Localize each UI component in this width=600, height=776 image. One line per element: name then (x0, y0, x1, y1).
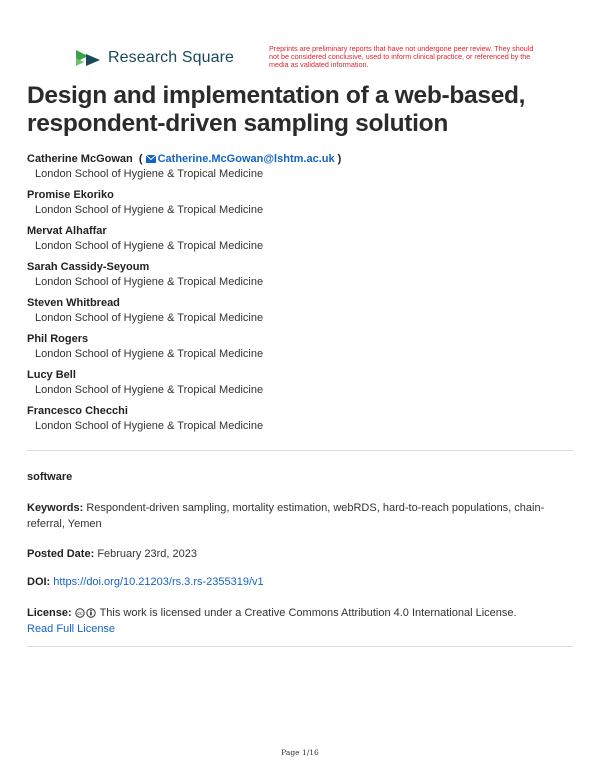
author-entry (27, 332, 577, 368)
license (27, 605, 573, 637)
envelope-icon (146, 155, 156, 163)
author-email-link[interactable]: Catherine.McGowan@lshtm.ac.uk (157, 153, 335, 165)
author-affiliation: London School of Hygiene & Tropical Medicine (35, 276, 264, 288)
author-name: Catherine McGowan (27, 153, 133, 165)
paper-title: Design and implementation of a web-based, respondent-driven sampling solution (27, 82, 526, 137)
svg-text:cc: cc (76, 611, 83, 617)
header (0, 0, 600, 80)
author-entry (27, 224, 577, 260)
preprint-notice: Preprints are preliminary reports that have not undergone peer review. They should not be considered conclusive, used to inform clinical practice, or referenced by the media as validated information. (269, 44, 534, 70)
author-affiliation: London School of Hygiene & Tropical Medicine (35, 420, 264, 432)
read-full-license-link[interactable]: Read Full License (27, 623, 116, 635)
page-number: Page 1/16 (281, 748, 319, 757)
author-affiliation: London School of Hygiene & Tropical Medicine (35, 312, 264, 324)
logo-text: Research Square (108, 49, 235, 66)
keywords-value: Respondent-driven sampling, mortality estimation, webRDS, hard-to-reach populations, chain-referral, Yemen (27, 502, 545, 530)
creative-commons-icon (75, 608, 97, 618)
author-name: Steven Whitbread (27, 297, 120, 309)
author-name: Phil Rogers (27, 333, 89, 345)
author-name: Francesco Checchi (27, 405, 128, 417)
doi-label: DOI: (27, 576, 51, 588)
posted-date (27, 546, 573, 562)
doi (27, 574, 573, 590)
author-entry (27, 260, 577, 296)
author-affiliation: London School of Hygiene & Tropical Medicine (35, 348, 264, 360)
author-name: Promise Ekoriko (27, 189, 114, 201)
divider (27, 450, 573, 451)
author-entry: Catherine McGowan ( Catherine.McGowan@lshtm.ac.uk ) London School of Hygiene & Tropical Medicine (27, 152, 577, 188)
author-affiliation: London School of Hygiene & Tropical Medicine (35, 240, 264, 252)
keywords-label: Keywords: (27, 502, 84, 514)
license-label: License: (27, 607, 72, 619)
author-affiliation: London School of Hygiene & Tropical Medicine (35, 204, 264, 216)
author-affiliation: London School of Hygiene & Tropical Medicine (35, 168, 264, 180)
article-type: software (27, 471, 73, 483)
license-text: This work is licensed under a Creative Commons Attribution 4.0 International License. (99, 607, 517, 619)
research-square-logo-icon (74, 48, 102, 68)
posted-value: February 23rd, 2023 (97, 548, 197, 560)
doi-link[interactable]: https://doi.org/10.21203/rs.3.rs-2355319/v1 (53, 576, 264, 588)
author-entry (27, 188, 577, 224)
keywords (27, 500, 573, 532)
author-entry (27, 368, 577, 404)
author-name: Sarah Cassidy-Seyoum (27, 261, 150, 273)
divider (27, 646, 573, 647)
posted-label: Posted Date: (27, 548, 95, 560)
author-entry (27, 404, 577, 440)
author-list (27, 152, 577, 440)
author-entry (27, 296, 577, 332)
author-name: Lucy Bell (27, 369, 76, 381)
author-affiliation: London School of Hygiene & Tropical Medicine (35, 384, 264, 396)
author-name: Mervat Alhaffar (27, 225, 107, 237)
research-square-logo[interactable] (74, 48, 234, 68)
